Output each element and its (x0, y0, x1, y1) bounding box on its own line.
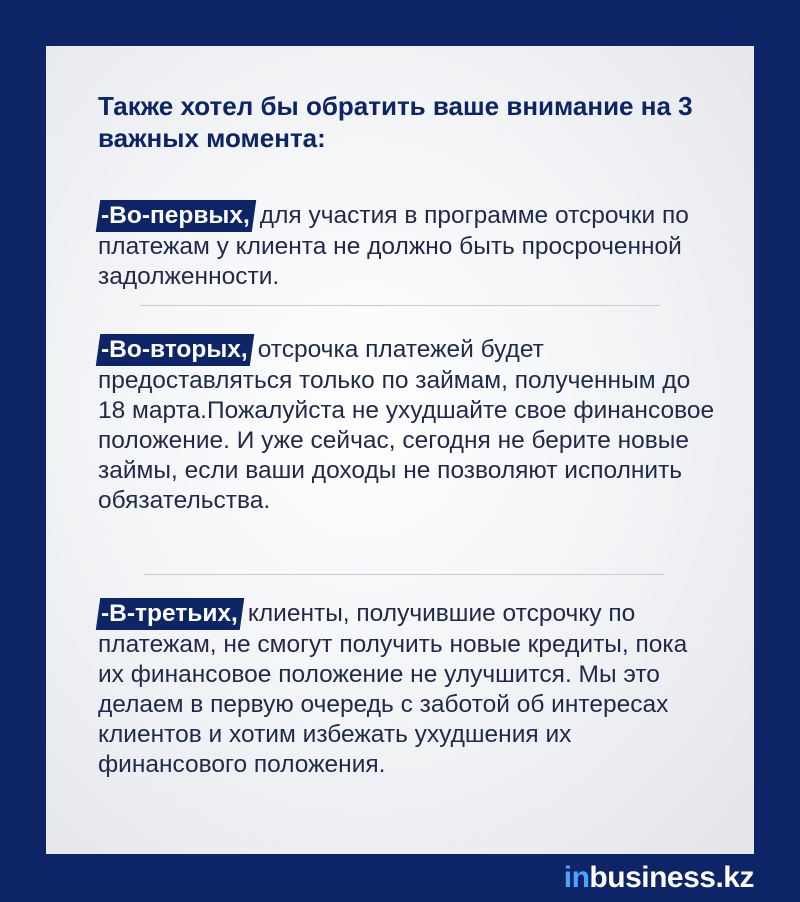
point-tag: -Во-вторых, (96, 334, 254, 366)
headline: Также хотел бы обратить ваше внимание на 3 важных момента: (98, 91, 693, 153)
point-text: для участия в программе отсрочки по платежам у клиента не должно быть просроченной задолженности. (98, 202, 689, 290)
point-text: отсрочка платежей будет предоставляться только по займам, полученным до 18 марта.Пожалуйста не ухудшайте свое финансовое положение. И уже сейчас, сегодня не берите новые займы, если ваши доходы не позволяют исполнить обязательства. (98, 336, 715, 514)
point-tag: -Во-первых, (96, 200, 256, 232)
divider (144, 574, 664, 575)
point-second (98, 334, 718, 516)
divider (140, 305, 660, 306)
point-third (98, 598, 718, 780)
brand-logo: inbusiness.kz (563, 861, 754, 894)
point-text: клиенты, получившие отсрочку по платежам, не смогут получить новые кредиты, пока их финансовое положение не улучшится. Мы это делаем в первую очередь с заботой об интересах клиентов и хотим избежать ухудшения их финансового положения. (98, 600, 688, 778)
point-tag: -В-третьих, (96, 598, 244, 630)
point-first (98, 200, 718, 292)
content-card (46, 46, 754, 854)
